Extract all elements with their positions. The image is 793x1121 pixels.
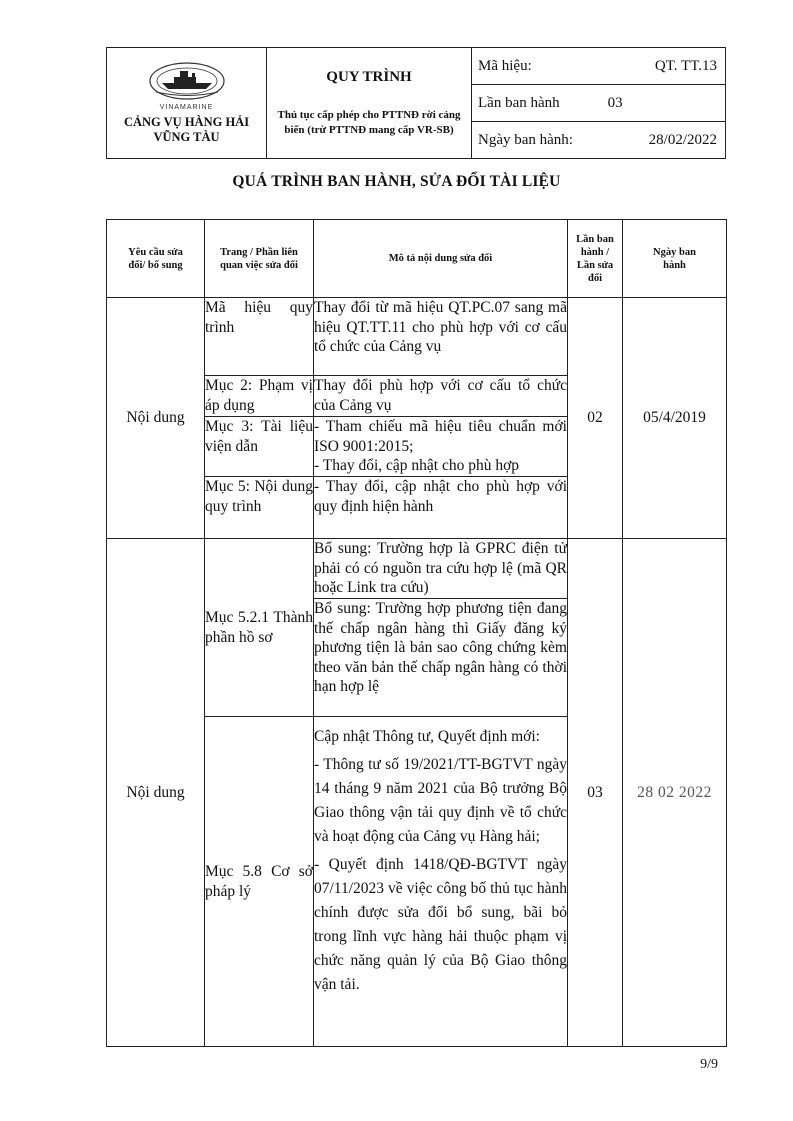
meta-label: Mã hiệu: bbox=[478, 57, 532, 74]
table-row bbox=[107, 298, 727, 376]
revision-history-table bbox=[106, 219, 727, 1047]
meta-date bbox=[472, 122, 726, 159]
date-cell: 05/4/2019 bbox=[623, 298, 727, 539]
meta-issue bbox=[472, 85, 726, 122]
org-line-2: VŨNG TÀU bbox=[153, 130, 220, 144]
logo-cell bbox=[107, 48, 267, 159]
date-cell: 28 02 2022 bbox=[623, 539, 727, 1047]
description-cell bbox=[314, 599, 568, 717]
requirement-cell: Nội dung bbox=[107, 298, 205, 539]
revision-cell: 02 bbox=[568, 298, 623, 539]
header-description: Mô tả nội dung sửa đổi bbox=[314, 220, 568, 298]
description-cell bbox=[314, 376, 568, 417]
logo-text: VINAMARINE bbox=[159, 104, 214, 111]
org-line-1: CẢNG VỤ HÀNG HẢI bbox=[123, 115, 250, 129]
header-section: Trang / Phần liên quan việc sửa đổi bbox=[205, 220, 314, 298]
description-cell bbox=[314, 539, 568, 599]
meta-value: 28/02/2022 bbox=[648, 131, 717, 148]
meta-label: Ngày ban hành: bbox=[478, 131, 573, 148]
table-header-row bbox=[107, 220, 727, 298]
section-cell: Mã hiệu quy trình bbox=[205, 298, 314, 376]
description-line: Thay đổi từ mã hiệu QT.PC.07 sang mã hiệu QT.TT.11 cho phù hợp với cơ cấu tổ chức của Cảng vụ bbox=[314, 299, 567, 355]
meta-value: 03 bbox=[607, 94, 623, 111]
doc-subtitle: Thủ tục cấp phép cho PTTNĐ rời cảng biển (trừ PTTNĐ mang cấp VR-SB) bbox=[277, 108, 461, 136]
title-cell bbox=[267, 48, 472, 159]
description-line: Thay đổi phù hợp với cơ cấu tổ chức của Cảng vụ bbox=[314, 377, 567, 414]
vinamarine-logo-icon bbox=[148, 61, 226, 101]
meta-label: Lần ban hành bbox=[478, 94, 560, 111]
description-line: - Quyết định 1418/QĐ-BGTVT ngày 07/11/2023 về việc công bố thủ tục hành chính được sửa đổi bổ sung, bãi bỏ trong lĩnh vực hàng hải thuộc phạm vị chức năng quản lý của Bộ Giao thông vận tải. bbox=[314, 856, 567, 993]
organization-name bbox=[107, 115, 266, 145]
section-cell: Mục 5.2.1 Thành phần hồ sơ bbox=[205, 539, 314, 717]
description-cell bbox=[314, 717, 568, 1047]
description-cell bbox=[314, 477, 568, 539]
page-number: 9/9 bbox=[700, 1057, 718, 1072]
document-header bbox=[106, 47, 726, 159]
description-line: - Tham chiếu mã hiệu tiêu chuẩn mới ISO 9001:2015; bbox=[314, 418, 567, 455]
section-cell: Mục 3: Tài liệu viện dẫn bbox=[205, 417, 314, 477]
header-date: Ngày ban hành bbox=[623, 220, 727, 298]
description-line: - Thông tư số 19/2021/TT-BGTVT ngày 14 tháng 9 năm 2021 của Bộ trưởng Bộ Giao thông vận tải quy định về tổ chức và hoạt động của Cảng vụ Hàng hải; bbox=[314, 756, 567, 845]
requirement-cell: Nội dung bbox=[107, 539, 205, 1047]
section-cell: Mục 5: Nội dung quy trình bbox=[205, 477, 314, 539]
header-requirement: Yêu cầu sửa đổi/ bổ sung bbox=[107, 220, 205, 298]
description-cell bbox=[314, 417, 568, 477]
doc-type: QUY TRÌNH bbox=[326, 68, 412, 85]
revision-cell: 03 bbox=[568, 539, 623, 1047]
header-revision: Lần ban hành / Lần sửa đổi bbox=[568, 220, 623, 298]
meta-value: QT. TT.13 bbox=[654, 57, 717, 74]
description-line: Cập nhật Thông tư, Quyết định mới: bbox=[314, 728, 540, 745]
meta-code bbox=[472, 48, 726, 85]
section-cell: Mục 2: Phạm vị áp dụng bbox=[205, 376, 314, 417]
description-line: - Thay đổi, cập nhật cho phù hợp với quy định hiện hành bbox=[314, 478, 567, 515]
description-line: - Thay đổi, cập nhật cho phù hợp bbox=[314, 457, 520, 474]
description-line: Bổ sung: Trường hợp là GPRC điện tử phải có có nguồn tra cứu hợp lệ (mã QR hoặc Link tra cứu) bbox=[314, 540, 567, 596]
section-title: QUÁ TRÌNH BAN HÀNH, SỬA ĐỔI TÀI LIỆU bbox=[232, 173, 561, 190]
description-cell bbox=[314, 298, 568, 376]
table-row bbox=[107, 539, 727, 599]
section-cell: Mục 5.8 Cơ sở pháp lý bbox=[205, 717, 314, 1047]
description-line: Bổ sung: Trường hợp phương tiện đang thế chấp ngân hàng thì Giấy đăng ký phương tiện là bản sao công chứng kèm theo văn bản thế chấp ngân hàng có thời hạn hợp lệ bbox=[314, 600, 567, 695]
